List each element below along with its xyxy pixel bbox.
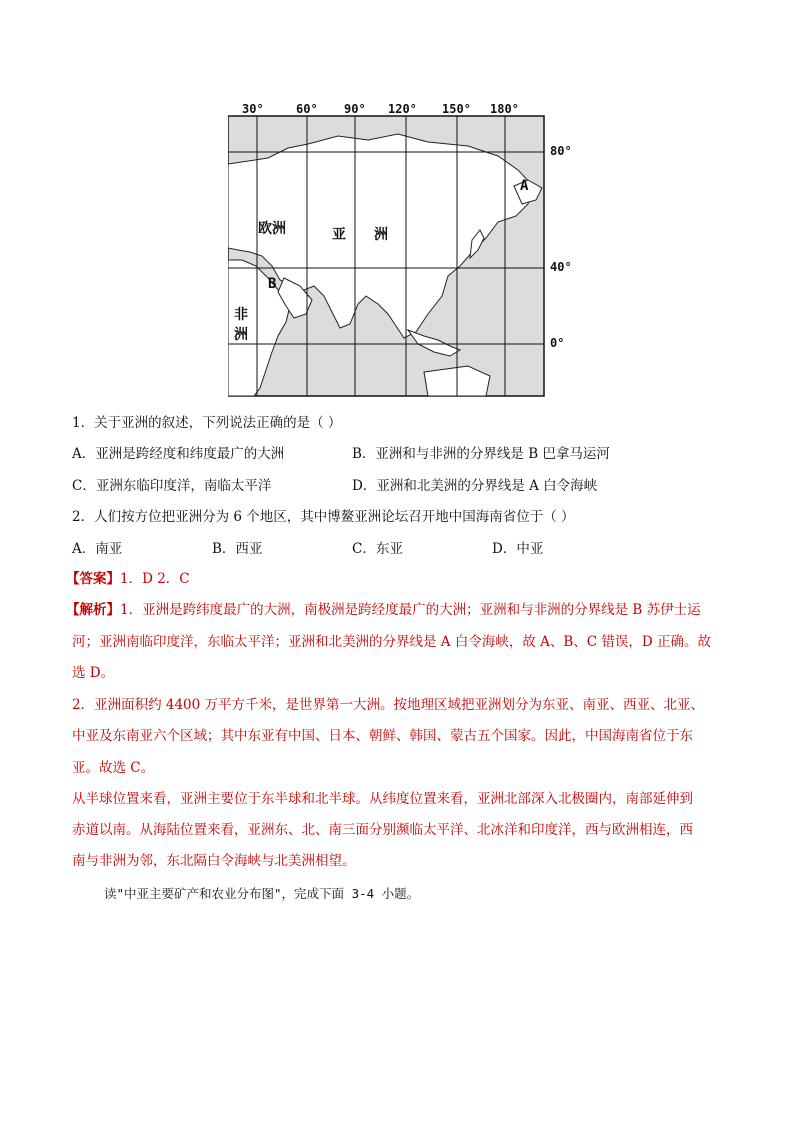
longitude-label-150: 150° [442, 102, 471, 116]
latitude-label-0: 0° [550, 336, 565, 350]
q2-option-b: B．西亚 [212, 541, 263, 557]
analysis-line-8: 赤道以南。从海陆位置来看，亚洲东、北、南三面分别濒临太平洋、北冰洋和印度洋，西与欧洲相连，西 [72, 822, 693, 838]
latitude-label-40: 40° [550, 260, 572, 274]
q2-option-c: C．东亚 [352, 541, 403, 557]
answer-line [66, 569, 190, 589]
region-label-asia-1: 亚 [332, 227, 346, 243]
q1-option-d: D．亚洲和北美洲的分界线是 A 白令海峡 [352, 478, 598, 494]
q1-option-c: C．亚洲东临印度洋，南临太平洋 [72, 478, 272, 494]
next-question-caption: 读"中亚主要矿产和农业分布图"，完成下面 3-4 小题。 [104, 886, 420, 901]
latitude-label-80: 80° [550, 144, 572, 158]
longitude-label-180: 180° [490, 102, 519, 116]
longitude-label-90: 90° [344, 102, 366, 116]
analysis-line-9: 南与非洲为邻，东北隔白令海峡与北美洲相望。 [72, 853, 356, 869]
analysis-line-2: 河；亚洲南临印度洋，东临太平洋；亚洲和北美洲的分界线是 A 白令海峡，故 A、B、C 错误，D 正确。故 [72, 634, 712, 650]
analysis-line-3: 选 D。 [72, 665, 115, 681]
answer-text: 1．D 2．C [120, 571, 190, 587]
analysis-line-4: 2．亚洲面积约 4400 万平方千米，是世界第一大洲。按地理区域把亚洲划分为东亚、南亚、西亚、北亚、 [72, 697, 705, 713]
analysis-line-5: 中亚及东南亚六个区域；其中东亚有中国、日本、朝鲜、韩国、蒙古五个国家。因此，中国海南省位于东 [72, 728, 693, 744]
q1-option-a: A．亚洲是跨经度和纬度最广的大洲 [72, 446, 285, 462]
longitude-label-60: 60° [296, 102, 318, 116]
region-label-asia-2: 洲 [374, 227, 388, 243]
q1-option-b: B．亚洲和与非洲的分界线是 B 巴拿马运河 [352, 446, 610, 462]
analysis-tag: 【解析】 [66, 602, 120, 618]
region-label-africa-1: 非 [234, 307, 248, 323]
q2-option-a: A．南亚 [72, 541, 123, 557]
point-label-b: B [268, 276, 277, 292]
q2-option-d: D．中亚 [492, 541, 544, 557]
analysis-line-7: 从半球位置来看，亚洲主要位于东半球和北半球。从纬度位置来看，亚洲北部深入北极圈内，南部延伸到 [72, 791, 693, 807]
region-label-europe: 欧洲 [258, 221, 286, 237]
region-label-africa-2: 洲 [234, 327, 248, 343]
q1-stem: 1．关于亚洲的叙述，下列说法正确的是（ ） [72, 415, 342, 431]
longitude-label-120: 120° [388, 102, 417, 116]
q2-stem: 2．人们按方位把亚洲分为 6 个地区，其中博鳌亚洲论坛召开地中国海南省位于（ ） [72, 509, 575, 525]
analysis-text-1: 1．亚洲是跨纬度最广的大洲，南极洲是跨经度最广的大洲；亚洲和与非洲的分界线是 B 苏伊士运 [120, 602, 701, 618]
map-graphic [228, 100, 548, 400]
asia-map-figure [228, 100, 572, 400]
point-label-a: A [520, 178, 529, 194]
longitude-label-30: 30° [242, 102, 264, 116]
analysis-line-6: 亚。故选 C。 [72, 760, 155, 776]
answer-tag: 【答案】 [66, 571, 120, 587]
analysis-line-1 [66, 600, 701, 620]
